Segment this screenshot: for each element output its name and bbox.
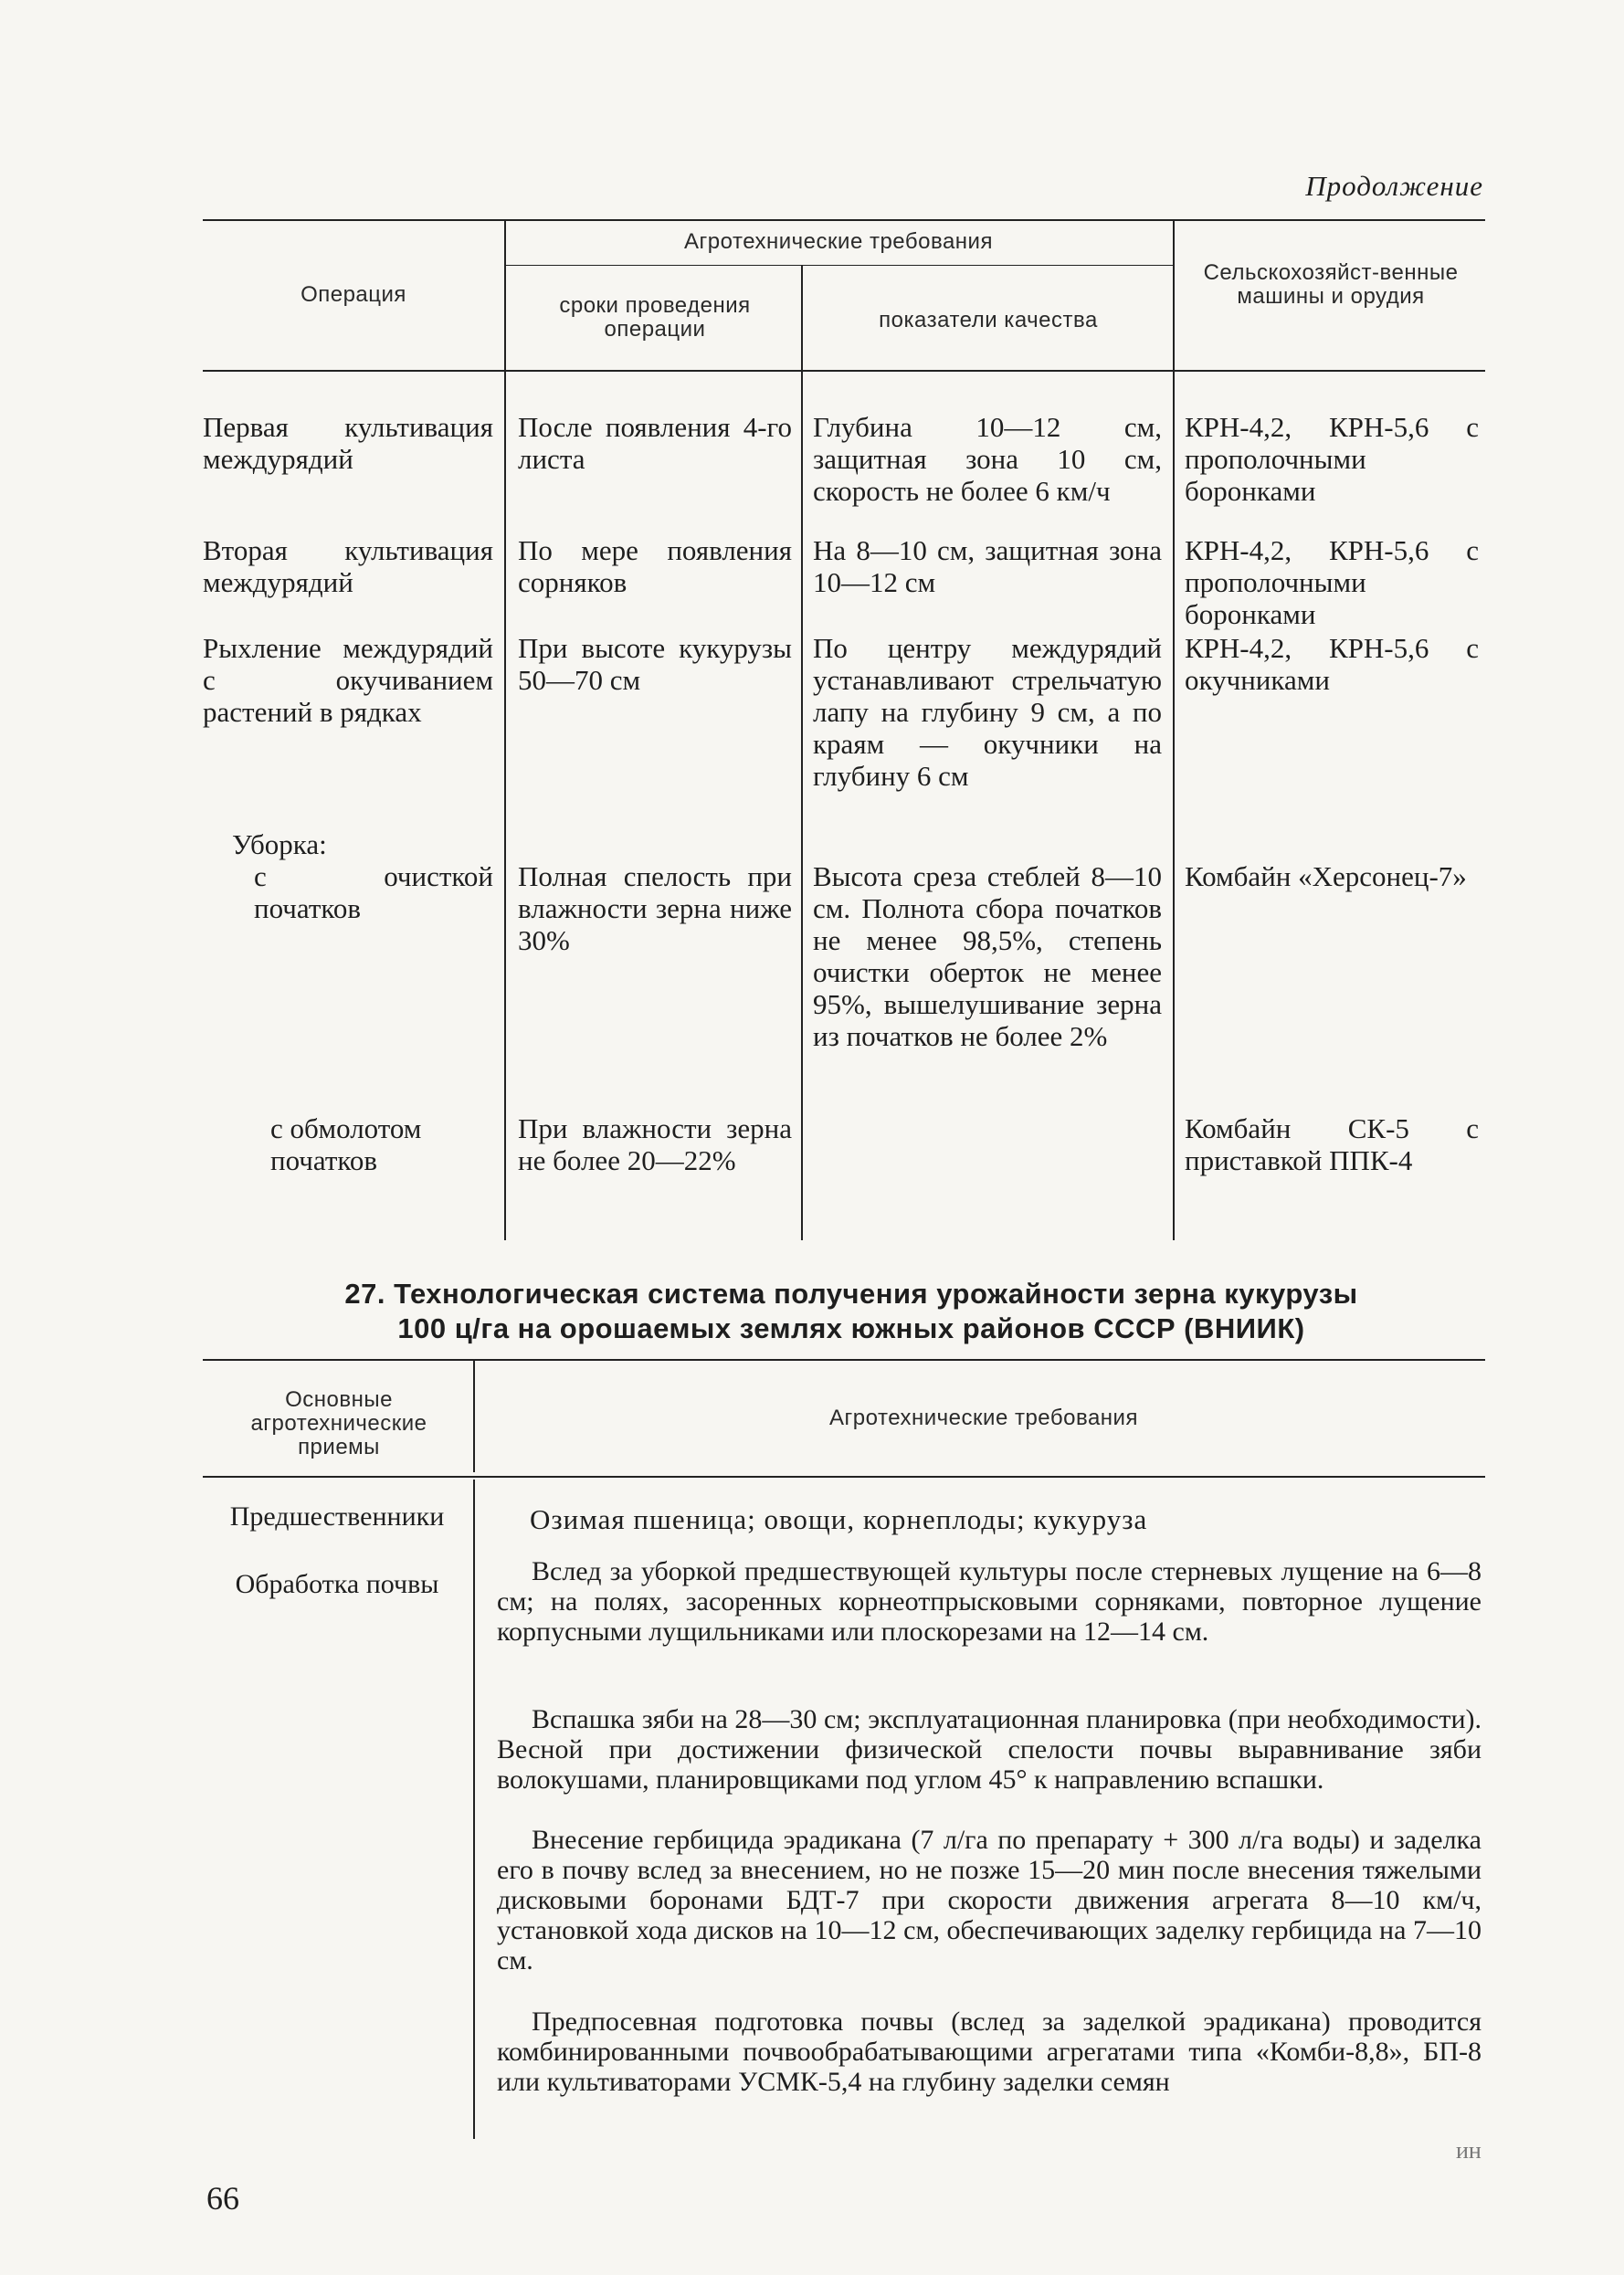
table1-col-divider-3	[1173, 219, 1175, 1240]
table2-top-rule	[203, 1359, 1485, 1361]
row1-timing: После появления 4-го листа	[518, 411, 792, 475]
row6-timing: При влажности зерна не более 20—22%	[518, 1112, 792, 1176]
row6-operation: с обмолотом початков	[270, 1112, 422, 1176]
header-timing: сроки проведения операции	[559, 293, 751, 342]
paragraph-herbicide: Внесение гербицида эрадикана (7 л/га по препарату + 300 л/га воды) и заделка его в почву вслед за внесением, но не позже 15—20 мин после внесения тяжелыми дисковыми боронами БДТ-7 при скорости движения агрегата 8—10 км/ч, установкой хода дисков на 10—12 см, обеспечивающих заделку гербицида на 7—10 см.	[497, 1825, 1482, 1975]
page-number: 66	[206, 2180, 239, 2217]
table2-title	[210, 1277, 1492, 1346]
header-requirements: Агротехнические требования	[829, 1406, 1138, 1430]
table2-title-line2: 100 ц/га на орошаемых землях южных районов СССР (ВНИИК)	[397, 1312, 1305, 1344]
row4-operation: Уборка:	[232, 828, 327, 860]
technology-system-table	[203, 1359, 1485, 2144]
row2-operation: Вторая культивация междурядий	[203, 534, 493, 598]
row1-operation: Первая культивация междурядий	[203, 411, 493, 475]
row1-quality: Глубина 10—12 см, защитная зона 10 см, скорость не более 6 км/ч	[813, 411, 1162, 507]
row2-timing: По мере появления сорняков	[518, 534, 792, 598]
agrotech-operations-table	[203, 219, 1485, 1269]
row3-timing: При высоте кукурузы 50—70 см	[518, 632, 792, 696]
row2-quality: На 8—10 см, защитная зона 10—12 см	[813, 534, 1162, 598]
table2-header-divider	[473, 1359, 475, 1472]
requirement-predecessors: Озимая пшеница; овощи, корнеплоды; кукуруза	[530, 1503, 1148, 1535]
table2-header-rule	[203, 1476, 1485, 1478]
row3-operation: Рыхление междурядий с окучиванием растений в рядках	[203, 632, 493, 728]
row3-quality: По центру междурядий устанавливают стрельчатую лапу на глубину 9 см, а по краям — окучники на глубину 6 см	[813, 632, 1162, 792]
table1-header-rule	[203, 370, 1485, 372]
header-machines: Сельскохозяйст-венные машины и орудия	[1203, 260, 1459, 309]
header-operation: Операция	[301, 282, 406, 307]
table2-title-line1: 27. Технологическая система получения урожайности зерна кукурузы	[344, 1278, 1358, 1310]
header-techniques: Основные агротехнические приемы	[250, 1387, 427, 1459]
table1-group-rule	[504, 265, 1173, 266]
row5-timing: Полная спелость при влажности зерна ниже 30%	[518, 860, 792, 956]
table1-col-divider-1	[504, 219, 506, 1240]
header-quality: показатели качества	[879, 308, 1098, 332]
paragraph-autumn-plowing: Вспашка зяби на 28—30 см; эксплуатационная планировка (при необходимости). Весной при достижении физической спелости почвы выравнивание зяби волокушами, планировщиками под углом 45° к направлению вспашки.	[497, 1704, 1482, 1795]
row5-operation: с очисткой початков	[254, 860, 493, 924]
technique-predecessors: Предшественники	[229, 1501, 445, 1532]
table1-col-divider-2	[801, 265, 803, 1240]
table2-col-divider	[473, 1480, 475, 2139]
technique-soil-tillage: Обработка почвы	[235, 1569, 439, 1599]
header-agro-requirements: Агротехнические требования	[684, 229, 993, 254]
row6-machines: Комбайн СК-5 с приставкой ППК-4	[1185, 1112, 1479, 1176]
row5-machines: Комбайн «Херсонец-7»	[1185, 860, 1467, 892]
paragraph-stubble-peeling: Вслед за уборкой предшествующей культуры после стерневых лущение на 6—8 см; на полях, засоренных корнеотпрысковыми сорняками, повторное лущение корпусными лущильниками или плоскорезами на 12—14 см.	[497, 1556, 1482, 1647]
continuation-label: Продолжение	[1305, 170, 1483, 202]
table1-top-rule	[203, 219, 1485, 221]
paragraph-presowing: Предпосевная подготовка почвы (вслед за заделкой эрадикана) проводится комбинированными почвообрабатывающими агрегатами типа «Комби-8,8», БП-8 или культиваторами УСМК-5,4 на глубину заделки семян	[497, 2006, 1482, 2097]
row2-machines: КРН-4,2, КРН-5,6 с прополочными боронками	[1185, 534, 1479, 630]
row3-machines: КРН-4,2, КРН-5,6 с окучниками	[1185, 632, 1479, 696]
row5-quality: Высота среза стеблей 8—10 см. Полнота сбора початков не менее 98,5%, степень очистки оберток не менее 95%, вышелушивание зерна из початков не более 2%	[813, 860, 1162, 1052]
row1-machines: КРН-4,2, КРН-5,6 с прополочными боронками	[1185, 411, 1479, 507]
margin-mark: ин	[1456, 2137, 1482, 2164]
